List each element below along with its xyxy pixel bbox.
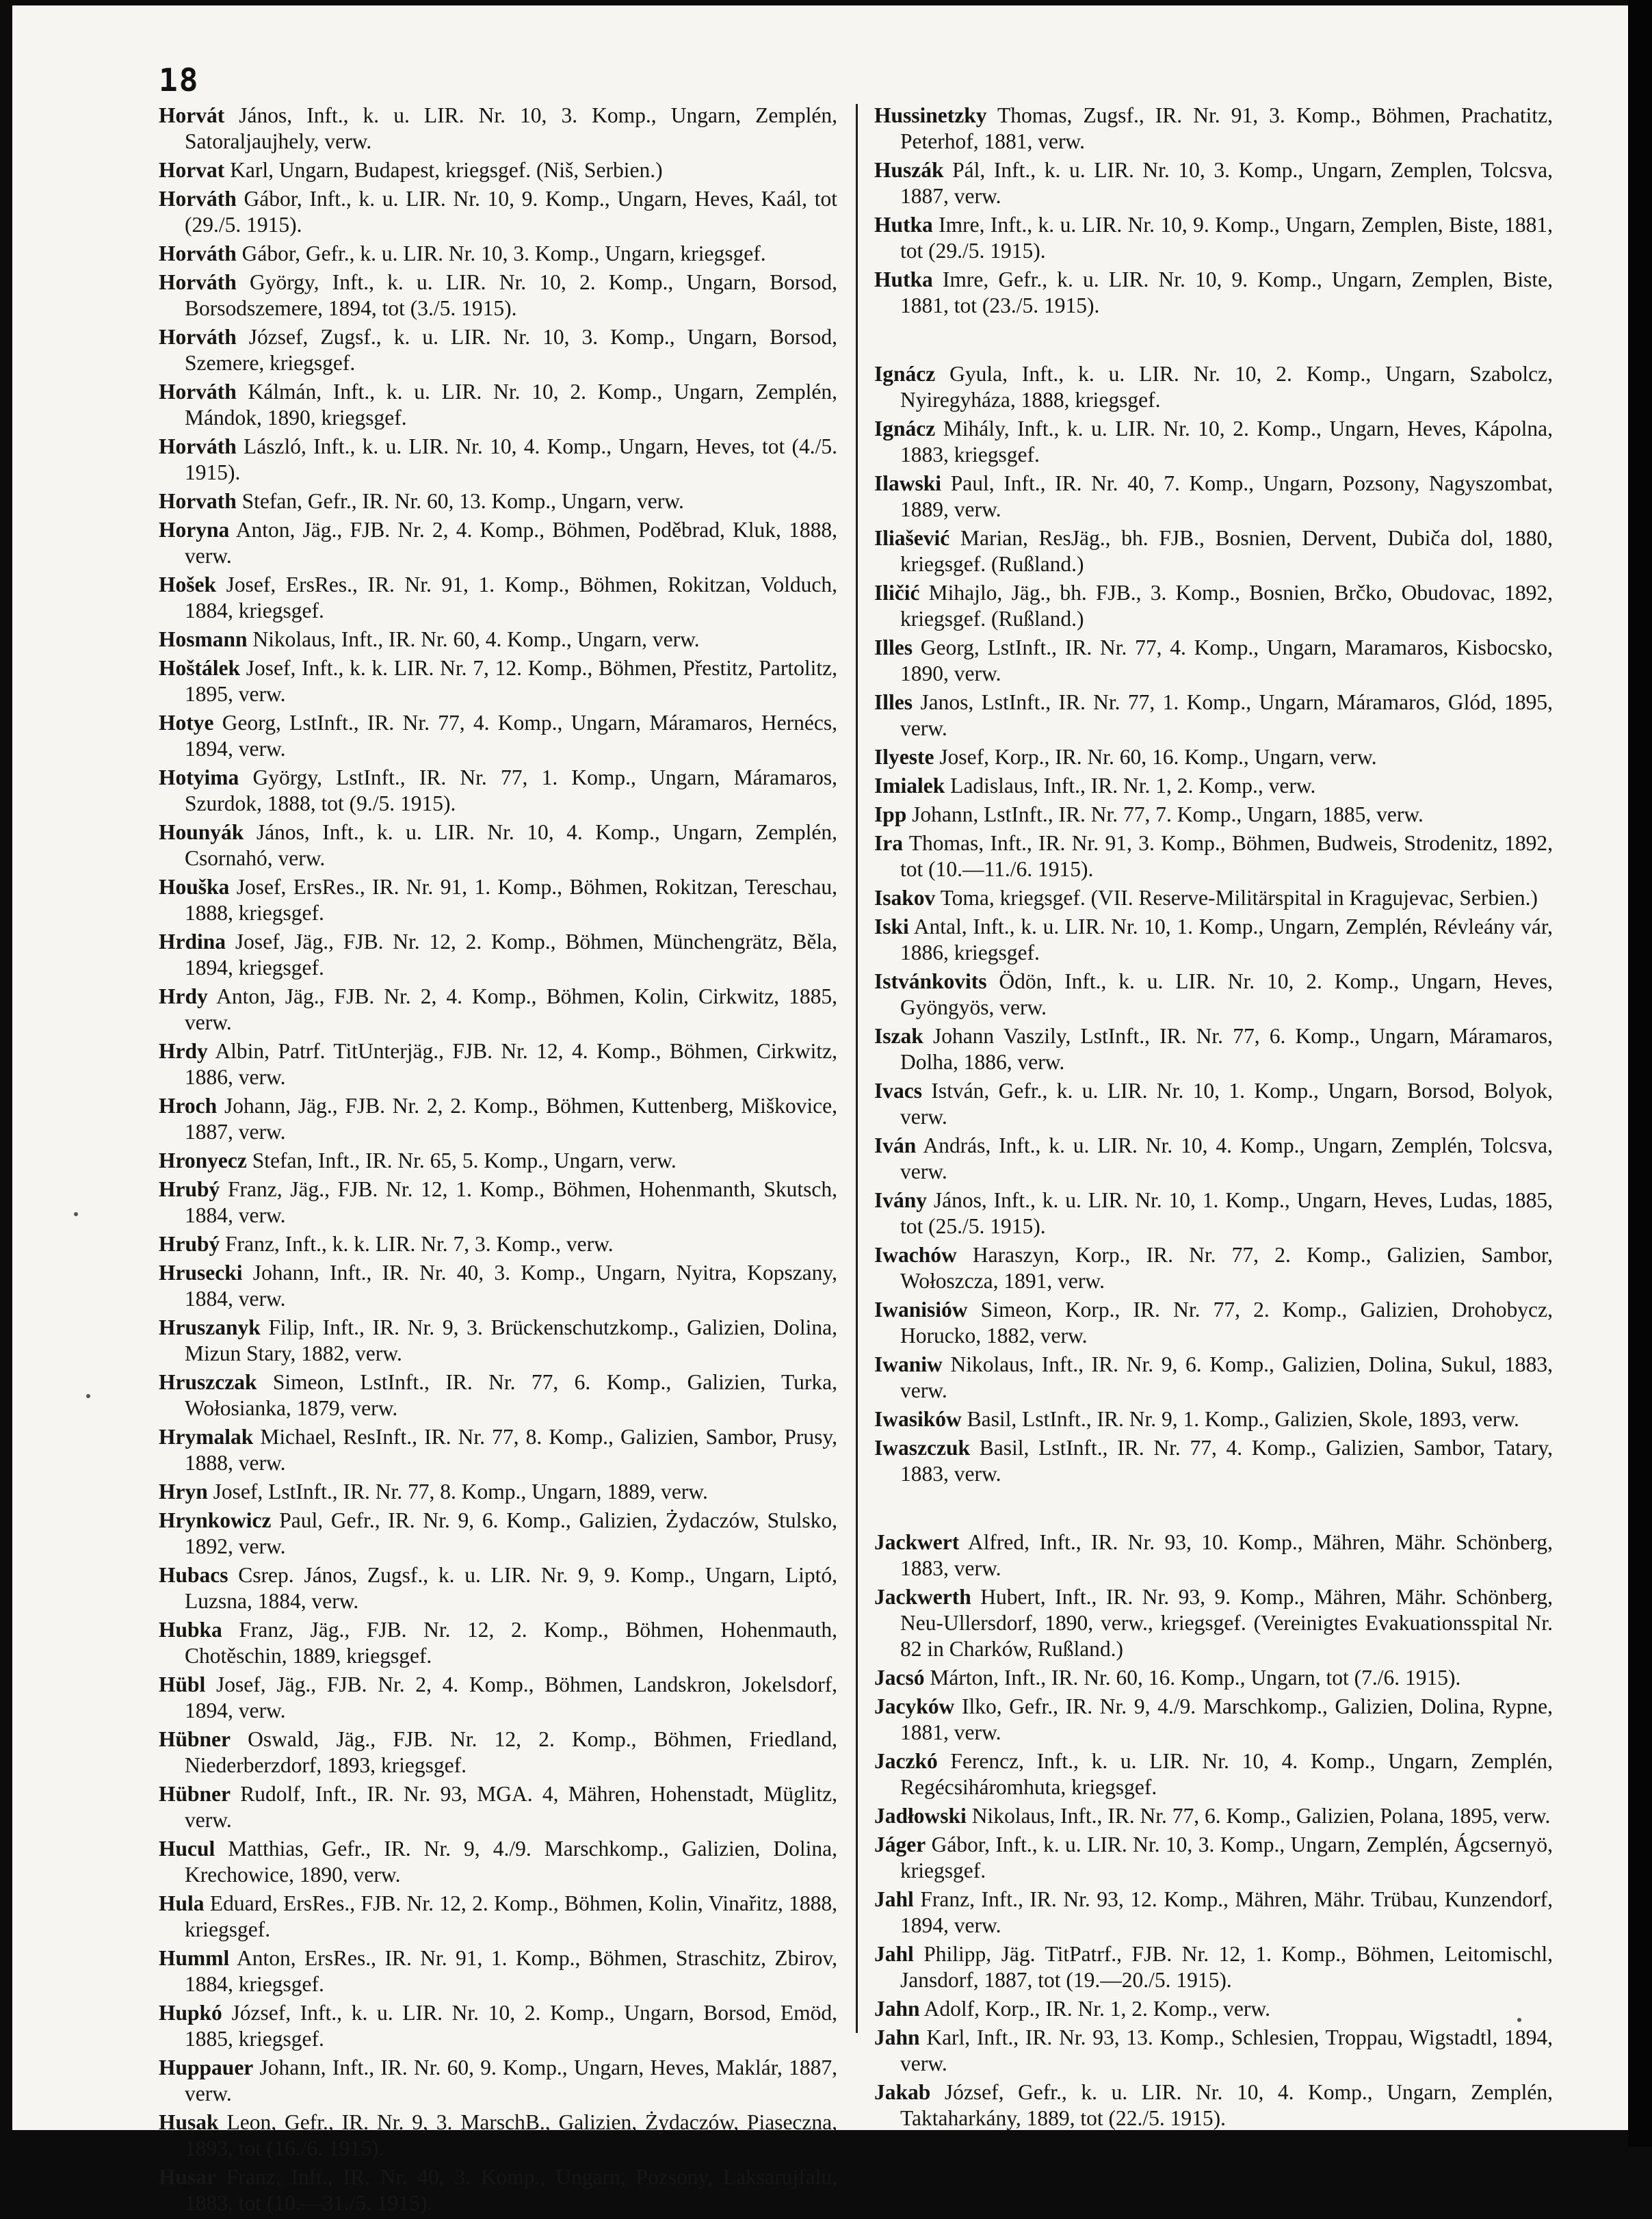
register-entry: [159, 765, 837, 817]
entry-details: Nikolaus, Inft., IR. Nr. 77, 6. Komp., Galizien, Polana, 1895, verw.: [966, 1804, 1551, 1828]
entry-details: János, Inft., k. u. LIR. Nr. 10, 4. Komp., Ungarn, Zemplén, Csornahó, verw.: [185, 820, 837, 870]
register-entry: [874, 1996, 1553, 2022]
entry-surname: Iličić: [874, 581, 920, 605]
register-entry: [159, 1562, 837, 1614]
entry-surname: Hosmann: [159, 627, 248, 651]
entry-surname: Ivány: [874, 1188, 928, 1212]
entry-details: Márton, Inft., IR. Nr. 60, 16. Komp., Ungarn, tot (7./6. 1915).: [924, 1666, 1461, 1690]
scan-edge: [1628, 0, 1652, 2146]
register-entry: [874, 1297, 1553, 1349]
entry-surname: Illes: [874, 690, 913, 714]
register-entry: [159, 1726, 837, 1778]
entry-details: Mihajlo, Jäg., bh. FJB., 3. Komp., Bosnien, Brčko, Obudovac, 1892, kriegsgef. (Rußland.): [900, 581, 1553, 631]
entry-surname: Hruszanyk: [159, 1315, 261, 1339]
entry-surname: Iwaszczuk: [874, 1436, 970, 1460]
entry-surname: Imialek: [874, 774, 945, 798]
entry-details: István, Gefr., k. u. LIR. Nr. 10, 1. Komp., Ungarn, Borsod, Bolyok, verw.: [900, 1079, 1553, 1129]
left-column: [159, 103, 837, 2219]
register-entry: [159, 929, 837, 981]
dust-speck: [86, 1394, 90, 1398]
entry-surname: Houška: [159, 875, 230, 899]
register-entry: [874, 471, 1553, 523]
entry-surname: Husar: [159, 2165, 217, 2189]
entry-surname: Huszák: [874, 158, 944, 182]
entry-details: Simeon, Korp., IR. Nr. 77, 2. Komp., Galizien, Drohobycz, Horucko, 1882, verw.: [900, 1298, 1553, 1348]
entry-surname: Hupkó: [159, 2001, 222, 2025]
entry-details: Imre, Gefr., k. u. LIR. Nr. 10, 9. Komp., Ungarn, Zemplen, Biste, 1881, tot (23./5. 1915).: [900, 267, 1553, 317]
register-entry: [159, 2164, 837, 2216]
register-entry: [874, 103, 1553, 155]
entry-details: Josef, ErsRes., IR. Nr. 91, 1. Komp., Böhmen, Rokitzan, Tereschau, 1888, kriegsgef.: [185, 875, 837, 925]
entry-details: Johann Vaszily, LstInft., IR. Nr. 77, 6. Komp., Ungarn, Máramaros, Dolha, 1886, verw.: [900, 1024, 1553, 1074]
entry-surname: Jahl: [874, 1887, 914, 1911]
entry-details: Anton, ErsRes., IR. Nr. 91, 1. Komp., Böhmen, Straschitz, Zbirov, 1884, kriegsgef.: [185, 1946, 837, 1996]
register-entry: [874, 1584, 1553, 1662]
entry-details: Simeon, LstInft., IR. Nr. 77, 6. Komp., Galizien, Turka, Wołosianka, 1879, verw.: [185, 1370, 837, 1420]
entry-details: József, Gefr., k. u. LIR. Nr. 10, 4. Komp., Ungarn, Zemplén, Taktaharkány, 1889, tot (22./5. 1915).: [900, 2080, 1553, 2130]
entry-surname: Horvát: [159, 103, 225, 127]
entry-surname: Iliašević: [874, 526, 950, 550]
register-entry: [874, 1242, 1553, 1294]
entry-details: Josef, Inft., k. k. LIR. Nr. 7, 12. Komp., Böhmen, Přestitz, Partolitz, 1895, verw.: [185, 656, 837, 706]
entry-surname: Hussinetzky: [874, 103, 987, 127]
entry-details: György, Inft., k. u. LIR. Nr. 10, 2. Komp., Ungarn, Borsod, Borsodszemere, 1894, tot (3./5. 1915).: [185, 270, 837, 320]
register-entry: [874, 802, 1553, 828]
entry-details: Philipp, Jäg. TitPatrf., FJB. Nr. 12, 1. Komp., Böhmen, Leitomischl, Jansdorf, 1887, tot (19.—20./5. 1915).: [900, 1942, 1553, 1992]
register-entry: [159, 1891, 837, 1943]
entry-surname: Humml: [159, 1946, 230, 1970]
entry-details: Nikolaus, Inft., IR. Nr. 60, 4. Komp., Ungarn, verw.: [247, 627, 700, 651]
entry-details: Michael, ResInft., IR. Nr. 77, 8. Komp., Galizien, Sambor, Prusy, 1888, verw.: [185, 1425, 837, 1475]
entry-details: Paul, Inft., IR. Nr. 40, 7. Komp., Ungarn, Pozsony, Nagyszombat, 1889, verw.: [900, 471, 1553, 521]
entry-surname: Jahl: [874, 1942, 914, 1966]
dust-speck: [1517, 2018, 1521, 2022]
register-entry: [874, 157, 1553, 209]
register-entry: [159, 434, 837, 486]
register-entry: [159, 1836, 837, 1888]
register-entry: [159, 379, 837, 431]
register-entry: [159, 627, 837, 653]
entry-surname: Hubacs: [159, 1563, 228, 1587]
register-entry: [874, 2079, 1553, 2131]
column-divider: [856, 104, 858, 2033]
entry-surname: Hrdy: [159, 984, 208, 1008]
entry-details: Kálmán, Inft., k. u. LIR. Nr. 10, 2. Komp., Ungarn, Zemplén, Mándok, 1890, kriegsgef.: [185, 380, 837, 430]
register-entry: [874, 1435, 1553, 1487]
entry-surname: Istvánkovits: [874, 969, 987, 993]
section-gap: [874, 321, 1553, 361]
entry-details: Georg, LstInft., IR. Nr. 77, 4. Komp., Ungarn, Máramaros, Hernécs, 1894, verw.: [185, 711, 837, 761]
register-entry: [874, 1529, 1553, 1581]
register-entry: [874, 580, 1553, 632]
register-entry: [874, 1078, 1553, 1130]
entry-details: Haraszyn, Korp., IR. Nr. 77, 2. Komp., Galizien, Sambor, Wołoszcza, 1891, verw.: [900, 1243, 1553, 1293]
entry-surname: Hrdy: [159, 1039, 208, 1063]
register-entry: [874, 1832, 1553, 1884]
register-entry: [159, 517, 837, 569]
register-entry: [159, 1093, 837, 1145]
entry-details: Paul, Gefr., IR. Nr. 9, 6. Komp., Galizien, Żydaczów, Stulsko, 1892, verw.: [185, 1508, 837, 1558]
entry-surname: Jakab: [874, 2080, 931, 2104]
entry-surname: Jackwert: [874, 1530, 960, 1554]
entry-details: Csrep. János, Zugsf., k. u. LIR. Nr. 9, 9. Komp., Ungarn, Liptó, Luzsna, 1884, verw.: [185, 1563, 837, 1613]
entry-details: László, Inft., k. u. LIR. Nr. 10, 4. Komp., Ungarn, Heves, tot (4./5. 1915).: [185, 434, 837, 484]
entry-details: Franz, Jäg., FJB. Nr. 12, 2. Komp., Böhmen, Hohenmauth, Chotěschin, 1889, kriegsgef.: [185, 1618, 837, 1668]
entry-surname: Horvath: [159, 489, 237, 513]
entry-surname: Iszak: [874, 1024, 923, 1048]
entry-details: Eduard, ErsRes., FJB. Nr. 12, 2. Komp., Böhmen, Kolin, Vinařitz, 1888, kriegsgef.: [185, 1891, 837, 1941]
entry-details: Gábor, Inft., k. u. LIR. Nr. 10, 9. Komp., Ungarn, Heves, Kaál, tot (29./5. 1915).: [185, 187, 837, 237]
entry-details: Franz, Inft., IR. Nr. 40, 3. Komp., Ungarn, Pozsony, Laksarujfalu, 1883, tot (10.—31./5. 1915).: [185, 2165, 837, 2215]
entry-surname: Horváth: [159, 270, 237, 294]
entry-details: Basil, LstInft., IR. Nr. 9, 1. Komp., Galizien, Skole, 1893, verw.: [961, 1407, 1519, 1431]
register-entry: [874, 361, 1553, 413]
entry-details: Stefan, Gefr., IR. Nr. 60, 13. Komp., Ungarn, verw.: [236, 489, 684, 513]
entry-details: József, Inft., k. u. LIR. Nr. 10, 2. Komp., Ungarn, Borsod, Emöd, 1885, kriegsgef.: [185, 2001, 837, 2051]
entry-details: János, Inft., k. u. LIR. Nr. 10, 3. Komp., Ungarn, Zemplén, Satoraljaujhely, verw.: [185, 103, 837, 153]
entry-surname: Iwaniw: [874, 1352, 943, 1376]
register-entry: [159, 710, 837, 762]
entry-surname: Isakov: [874, 886, 936, 910]
entry-details: András, Inft., k. u. LIR. Nr. 10, 4. Komp., Ungarn, Zemplén, Tolcsva, verw.: [900, 1133, 1553, 1183]
register-entry: [159, 241, 837, 267]
entry-surname: Ignácz: [874, 362, 936, 386]
entry-details: Ödön, Inft., k. u. LIR. Nr. 10, 2. Komp., Ungarn, Heves, Gyöngyös, verw.: [900, 969, 1553, 1019]
entry-details: Oswald, Jäg., FJB. Nr. 12, 2. Komp., Böhmen, Friedland, Niederberzdorf, 1893, kriegsgef.: [185, 1727, 837, 1777]
entry-surname: Huppauer: [159, 2056, 254, 2079]
register-entry: [874, 212, 1553, 264]
entry-details: József, Zugsf., k. u. LIR. Nr. 10, 3. Komp., Ungarn, Borsod, Szemere, kriegsgef.: [185, 325, 837, 375]
register-entry: [874, 1941, 1553, 1993]
register-entry: [159, 1479, 837, 1505]
entry-details: Thomas, Inft., IR. Nr. 91, 3. Komp., Böhmen, Budweis, Strodenitz, 1892, tot (10.—11./6. 1915).: [900, 831, 1553, 881]
register-entry: [874, 1023, 1553, 1075]
entry-details: Hubert, Inft., IR. Nr. 93, 9. Komp., Mähren, Mähr. Schönberg, Neu-Ullersdorf, 1890, verw., kriegsgef. (Vereinigtes Evakuationsspital Nr. 82 in Charków, Rußland.): [900, 1585, 1553, 1661]
register-entry: [159, 1177, 837, 1229]
entry-details: Johann, LstInft., IR. Nr. 77, 7. Komp., Ungarn, 1885, verw.: [906, 802, 1424, 826]
entry-details: Basil, LstInft., IR. Nr. 77, 4. Komp., Galizien, Sambor, Tatary, 1883, verw.: [900, 1436, 1553, 1486]
register-entry: [159, 488, 837, 514]
entry-surname: Jaczkó: [874, 1749, 938, 1773]
entry-surname: Hrusecki: [159, 1261, 243, 1285]
register-entry: [159, 103, 837, 155]
entry-details: Johann, Inft., IR. Nr. 40, 3. Komp., Ungarn, Nyitra, Kopszany, 1884, verw.: [185, 1261, 837, 1311]
register-entry: [159, 324, 837, 376]
entry-details: Anton, Jäg., FJB. Nr. 2, 4. Komp., Böhmen, Poděbrad, Kluk, 1888, verw.: [185, 518, 837, 568]
entry-details: Josef, Jäg., FJB. Nr. 2, 4. Komp., Böhmen, Landskron, Jokelsdorf, 1894, verw.: [185, 1672, 837, 1722]
entry-details: Albin, Patrf. TitUnterjäg., FJB. Nr. 12, 4. Komp., Böhmen, Cirkwitz, 1886, verw.: [185, 1039, 837, 1089]
register-entry: [874, 1803, 1553, 1829]
entry-details: János, Inft., k. u. LIR. Nr. 10, 1. Komp., Ungarn, Heves, Ludas, 1885, tot (25./5. 1915).: [900, 1188, 1553, 1238]
entry-surname: Ignácz: [874, 417, 936, 441]
entry-surname: Iski: [874, 915, 909, 938]
register-entry: [874, 267, 1553, 319]
entry-details: Ferencz, Inft., k. u. LIR. Nr. 10, 4. Komp., Ungarn, Zemplén, Regécsiháromhuta, kriegsgef.: [900, 1749, 1553, 1799]
entry-details: Alfred, Inft., IR. Nr. 93, 10. Komp., Mähren, Mähr. Schönberg, 1883, verw.: [900, 1530, 1553, 1580]
entry-details: Gábor, Inft., k. u. LIR. Nr. 10, 3. Komp., Ungarn, Zemplén, Ágcsernyö, kriegsgef.: [900, 1833, 1553, 1882]
entry-surname: Horváth: [159, 380, 237, 404]
entry-surname: Iván: [874, 1133, 917, 1157]
entry-surname: Hryn: [159, 1480, 208, 1504]
entry-surname: Ipp: [874, 802, 907, 826]
entry-surname: Hutka: [874, 267, 933, 291]
register-entry: [874, 744, 1553, 770]
entry-surname: Illes: [874, 635, 913, 659]
register-entry: [874, 1748, 1553, 1800]
entry-surname: Hubka: [159, 1618, 222, 1642]
entry-surname: Ilawski: [874, 471, 942, 495]
register-entry: [874, 690, 1553, 741]
entry-surname: Hrynkowicz: [159, 1508, 272, 1532]
register-entry: [874, 830, 1553, 882]
register-entry: [159, 655, 837, 707]
entry-surname: Hoštálek: [159, 656, 241, 680]
entry-surname: Horyna: [159, 518, 230, 542]
register-entry: [874, 914, 1553, 966]
register-entry: [159, 1945, 837, 1997]
register-entry: [874, 1187, 1553, 1239]
register-entry: [159, 1260, 837, 1312]
entry-details: Mihály, Inft., k. u. LIR. Nr. 10, 2. Komp., Ungarn, Heves, Kápolna, 1883, kriegsgef.: [900, 417, 1553, 467]
register-entry: [159, 874, 837, 926]
entry-surname: Jacsó: [874, 1666, 925, 1690]
register-entry: [159, 1617, 837, 1669]
entry-details: Antal, Inft., k. u. LIR. Nr. 10, 1. Komp., Ungarn, Zemplén, Révleány vár, 1886, kriegsgef.: [900, 915, 1553, 964]
entry-details: Ladislaus, Inft., IR. Nr. 1, 2. Komp., verw.: [945, 774, 1316, 798]
entry-surname: Jáger: [874, 1833, 926, 1856]
entry-surname: Ira: [874, 831, 903, 855]
entry-surname: Hucul: [159, 1837, 215, 1861]
entry-details: Karl, Inft., IR. Nr. 93, 13. Komp., Schlesien, Troppau, Wigstadtl, 1894, verw.: [900, 2025, 1553, 2075]
register-entry: [874, 525, 1553, 577]
register-entry: [159, 819, 837, 871]
register-entry: [159, 1148, 837, 1174]
entry-details: Gábor, Gefr., k. u. LIR. Nr. 10, 3. Komp., Ungarn, kriegsgef.: [236, 241, 766, 265]
entry-surname: Iwachów: [874, 1243, 957, 1267]
entry-details: Georg, LstInft., IR. Nr. 77, 4. Komp., Ungarn, Maramaros, Kisbocsko, 1890, verw.: [900, 635, 1553, 685]
entry-surname: Horváth: [159, 434, 237, 458]
entry-surname: Hotye: [159, 711, 214, 735]
entry-surname: Jadłowski: [874, 1804, 967, 1828]
register-entry: [159, 1231, 837, 1257]
entry-surname: Hula: [159, 1891, 205, 1915]
entry-details: Stefan, Inft., IR. Nr. 65, 5. Komp., Ungarn, verw.: [246, 1148, 677, 1172]
register-entry: [874, 1694, 1553, 1746]
section-gap: [874, 1490, 1553, 1529]
entry-details: Josef, ErsRes., IR. Nr. 91, 1. Komp., Böhmen, Rokitzan, Volduch, 1884, kriegsgef.: [185, 573, 837, 622]
register-entry: [159, 1672, 837, 1724]
entry-surname: Hrdina: [159, 930, 226, 954]
entry-surname: Hübl: [159, 1672, 206, 1696]
register-entry: [159, 157, 837, 183]
register-entry: [159, 1369, 837, 1421]
entry-details: Filip, Inft., IR. Nr. 9, 3. Brückenschutzkomp., Galizien, Dolina, Mizun Stary, 1882, verw.: [185, 1315, 837, 1365]
entry-details: Matthias, Gefr., IR. Nr. 9, 4./9. Marschkomp., Galizien, Dolina, Krechowice, 1890, verw.: [185, 1837, 837, 1887]
entry-details: Pál, Inft., k. u. LIR. Nr. 10, 3. Komp., Ungarn, Zemplen, Tolcsva, 1887, verw.: [900, 158, 1553, 208]
entry-details: Franz, Inft., IR. Nr. 93, 12. Komp., Mähren, Mähr. Trübau, Kunzendorf, 1894, verw.: [900, 1887, 1553, 1937]
entry-surname: Hrymalak: [159, 1425, 254, 1449]
entry-surname: Ivacs: [874, 1079, 922, 1103]
entry-surname: Hutka: [874, 213, 933, 237]
register-entry: [874, 1406, 1553, 1432]
entry-details: Toma, kriegsgef. (VII. Reserve-Militärspital in Kragujevac, Serbien.): [935, 886, 1538, 910]
right-column: [874, 103, 1553, 2134]
entry-surname: Iwanisiów: [874, 1298, 968, 1322]
register-entry: [874, 416, 1553, 468]
register-entry: [874, 1352, 1553, 1404]
register-entry: [159, 572, 837, 624]
entry-details: Gyula, Inft., k. u. LIR. Nr. 10, 2. Komp., Ungarn, Szabolcz, Nyiregyháza, 1888, kriegsgef.: [900, 362, 1553, 412]
entry-details: Franz, Inft., k. k. LIR. Nr. 7, 3. Komp., verw.: [220, 1232, 614, 1256]
entry-details: Karl, Ungarn, Budapest, kriegsgef. (Niš, Serbien.): [224, 158, 663, 182]
register-entry: [874, 635, 1553, 687]
entry-surname: Hübner: [159, 1727, 231, 1751]
entry-surname: Hounyák: [159, 820, 244, 844]
entry-surname: Hrubý: [159, 1232, 220, 1256]
entry-surname: Hrubý: [159, 1177, 220, 1201]
entry-details: Thomas, Zugsf., IR. Nr. 91, 3. Komp., Böhmen, Prachatitz, Peterhof, 1881, verw.: [900, 103, 1553, 153]
dust-speck: [74, 1212, 78, 1216]
entry-details: Ilko, Gefr., IR. Nr. 9, 4./9. Marschkomp., Galizien, Dolina, Rypne, 1881, verw.: [900, 1694, 1553, 1744]
register-entry: [159, 984, 837, 1036]
entry-surname: Hošek: [159, 573, 217, 596]
entry-details: Imre, Inft., k. u. LIR. Nr. 10, 9. Komp., Ungarn, Zemplen, Biste, 1881, tot (29./5. 1915).: [900, 213, 1553, 263]
entry-surname: Jackwerth: [874, 1585, 971, 1609]
entry-surname: Horváth: [159, 187, 237, 211]
entry-surname: Horvat: [159, 158, 225, 182]
entry-surname: Hotyima: [159, 765, 239, 789]
page-number: 18: [159, 62, 200, 99]
register-entry: [159, 1038, 837, 1090]
register-entry: [159, 1424, 837, 1476]
entry-details: Adolf, Korp., IR. Nr. 1, 2. Komp., verw.: [919, 1997, 1270, 2021]
entry-details: Johann, Jäg., FJB. Nr. 2, 2. Komp., Böhmen, Kuttenberg, Miškovice, 1887, verw.: [185, 1094, 837, 1144]
entry-details: Josef, LstInft., IR. Nr. 77, 8. Komp., Ungarn, 1889, verw.: [207, 1480, 708, 1504]
entry-surname: Horváth: [159, 325, 237, 349]
entry-details: Janos, LstInft., IR. Nr. 77, 1. Komp., Ungarn, Máramaros, Glód, 1895, verw.: [900, 690, 1553, 740]
register-entry: [159, 2000, 837, 2052]
register-entry: [159, 186, 837, 238]
register-entry: [159, 2055, 837, 2107]
register-entry: [159, 1508, 837, 1560]
entry-surname: Hübner: [159, 1782, 231, 1806]
entry-surname: Iwasików: [874, 1407, 962, 1431]
entry-details: Marian, ResJäg., bh. FJB., Bosnien, Dervent, Dubiča dol, 1880, kriegsgef. (Rußland.): [900, 526, 1553, 576]
register-entry: [874, 969, 1553, 1021]
entry-details: Anton, Jäg., FJB. Nr. 2, 4. Komp., Böhmen, Kolin, Cirkwitz, 1885, verw.: [185, 984, 837, 1034]
entry-details: Franz, Jäg., FJB. Nr. 12, 1. Komp., Böhmen, Hohenmanth, Skutsch, 1884, verw.: [185, 1177, 837, 1227]
entry-details: Josef, Korp., IR. Nr. 60, 16. Komp., Ungarn, verw.: [934, 745, 1377, 769]
entry-surname: Husak: [159, 2110, 219, 2134]
entry-details: Rudolf, Inft., IR. Nr. 93, MGA. 4, Mähren, Hohenstadt, Müglitz, verw.: [185, 1782, 837, 1832]
register-entry: [159, 2110, 837, 2162]
register-entry: [159, 270, 837, 321]
entry-surname: Horváth: [159, 241, 237, 265]
entry-details: György, LstInft., IR. Nr. 77, 1. Komp., Ungarn, Máramaros, Szurdok, 1888, tot (9./5. 1915).: [185, 765, 837, 815]
entry-details: Josef, Jäg., FJB. Nr. 12, 2. Komp., Böhmen, Münchengrätz, Běla, 1894, kriegsgef.: [185, 930, 837, 980]
register-entry: [874, 885, 1553, 911]
entry-surname: Jahn: [874, 1997, 920, 2021]
register-entry: [874, 1887, 1553, 1939]
entry-surname: Jahn: [874, 2025, 920, 2049]
entry-details: Nikolaus, Inft., IR. Nr. 9, 6. Komp., Galizien, Dolina, Sukul, 1883, verw.: [900, 1352, 1553, 1402]
entry-surname: Hruszczak: [159, 1370, 257, 1394]
register-entry: [874, 773, 1553, 799]
register-entry: [874, 1133, 1553, 1185]
register-entry: [159, 1781, 837, 1833]
entry-surname: Jacyków: [874, 1694, 955, 1718]
entry-surname: Ilyeste: [874, 745, 934, 769]
entry-surname: Hroch: [159, 1094, 218, 1118]
entry-details: Leon, Gefr., IR. Nr. 9, 3. MarschB., Galizien, Żydaczów, Piaseczna, 1893, tot (16./6. 1915).: [185, 2110, 837, 2160]
entry-details: Johann, Inft., IR. Nr. 60, 9. Komp., Ungarn, Heves, Maklár, 1887, verw.: [185, 2056, 837, 2105]
register-entry: [874, 2025, 1553, 2077]
register-entry: [874, 1665, 1553, 1691]
entry-surname: Hronyecz: [159, 1148, 247, 1172]
register-entry: [159, 1315, 837, 1367]
